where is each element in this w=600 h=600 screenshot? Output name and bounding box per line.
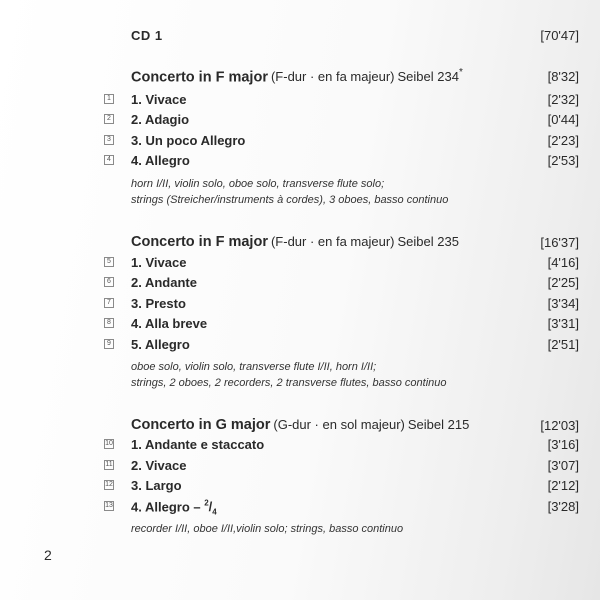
track-name: 1. Vivace [131,92,187,107]
track-row [0,458,600,476]
track-row [0,316,600,334]
track-duration: [3'34] [547,296,579,311]
track-name: 4. Alla breve [131,316,208,331]
track-duration: [2'23] [547,133,579,148]
page-number: 2 [44,547,52,563]
track-duration: [2'51] [547,337,579,352]
track-name: 2. Adagio [131,112,190,127]
concerto-duration: [12'03] [540,418,579,433]
track-row [0,275,600,293]
concerto-heading [131,67,579,87]
track-row [0,296,600,314]
concerto-keys: (F-dur · en fa majeur) [270,234,395,249]
track-name: 3. Largo [131,478,182,493]
track-duration: [2'32] [547,92,579,107]
track-duration: [2'53] [547,153,579,168]
track-duration: [2'12] [547,478,579,493]
track-duration: [3'16] [547,437,579,452]
instrumentation-line: strings, 2 oboes, 2 recorders, 2 transverse flutes, basso continuo [131,377,447,389]
track-duration: [3'28] [547,499,579,514]
track-number-box: 6 [104,277,114,287]
time-signature-denominator: 4 [212,507,217,517]
cd-title: CD 1 [131,28,163,43]
track-name: 1. Andante e staccato [131,437,265,452]
track-duration: [3'31] [547,316,579,331]
track-name: 1. Vivace [131,255,187,270]
track-number-box: 2 [104,114,114,124]
track-duration: [0'44] [547,112,579,127]
concerto-heading [131,233,579,253]
track-row [0,112,600,130]
track-name: 3. Presto [131,296,186,311]
track-row [0,337,600,355]
time-signature: $^2/_4$ [204,499,217,517]
track-number-box: 11 [105,461,113,468]
instrumentation-line: horn I/II, violin solo, oboe solo, transverse flute solo; [131,178,385,190]
track-number-box: 4 [104,155,114,165]
track-name-text: 4. Allegro – [131,499,205,515]
concerto-seibel: Seibel 235 [397,234,459,249]
instrumentation-line: recorder I/II, oboe I/II,violin solo; strings, basso continuo [131,523,404,535]
concerto-duration: [8'32] [547,69,579,84]
cd-header [131,28,579,46]
track-row [0,153,600,171]
track-row [0,478,600,496]
track-number-box: 7 [104,298,114,308]
instrumentation-line: strings (Streicher/instruments à cordes), 3 oboes, basso continuo [131,194,449,206]
track-number-box: 9 [104,339,114,349]
track-number-box: 1 [104,94,114,104]
track-name: 2. Vivace [131,458,187,473]
track-row [0,133,600,151]
footnote-star: * [458,67,463,78]
track-row [0,499,600,517]
track-row [0,255,600,273]
concerto-heading [131,416,579,436]
concerto-duration: [16'37] [540,235,579,250]
track-name [131,499,217,517]
track-duration: [2'25] [547,275,579,290]
cd-total-duration: [70'47] [540,28,579,43]
track-name: 3. Un poco Allegro [131,133,246,148]
concerto-seibel: Seibel 234 [397,69,459,85]
concerto-seibel: Seibel 215 [407,417,470,432]
track-number-box: 13 [105,502,113,509]
concerto-keys: (F-dur · en fa majeur) [270,69,395,85]
concerto-keys: (G-dur · en sol majeur) [273,417,405,432]
track-number-box: 10 [105,440,113,447]
track-number-box: 12 [105,481,113,488]
concerto-title: Concerto in F major [131,234,268,250]
track-name: 5. Allegro [131,337,190,352]
track-duration: [4'16] [547,255,579,270]
track-duration: [3'07] [547,458,579,473]
track-name: 2. Andante [131,275,197,290]
track-name: 4. Allegro [131,153,190,168]
instrumentation-line: oboe solo, violin solo, transverse flute I/II, horn I/II; [131,361,377,373]
track-number-box: 3 [104,135,114,145]
track-row [0,92,600,110]
track-number-box: 8 [104,318,114,328]
concerto-title: Concerto in G major [131,417,271,433]
track-number-box: 5 [104,257,114,267]
track-row [0,437,600,455]
concerto-title: Concerto in F major [131,69,268,86]
time-signature-numerator: 2 [204,499,209,508]
